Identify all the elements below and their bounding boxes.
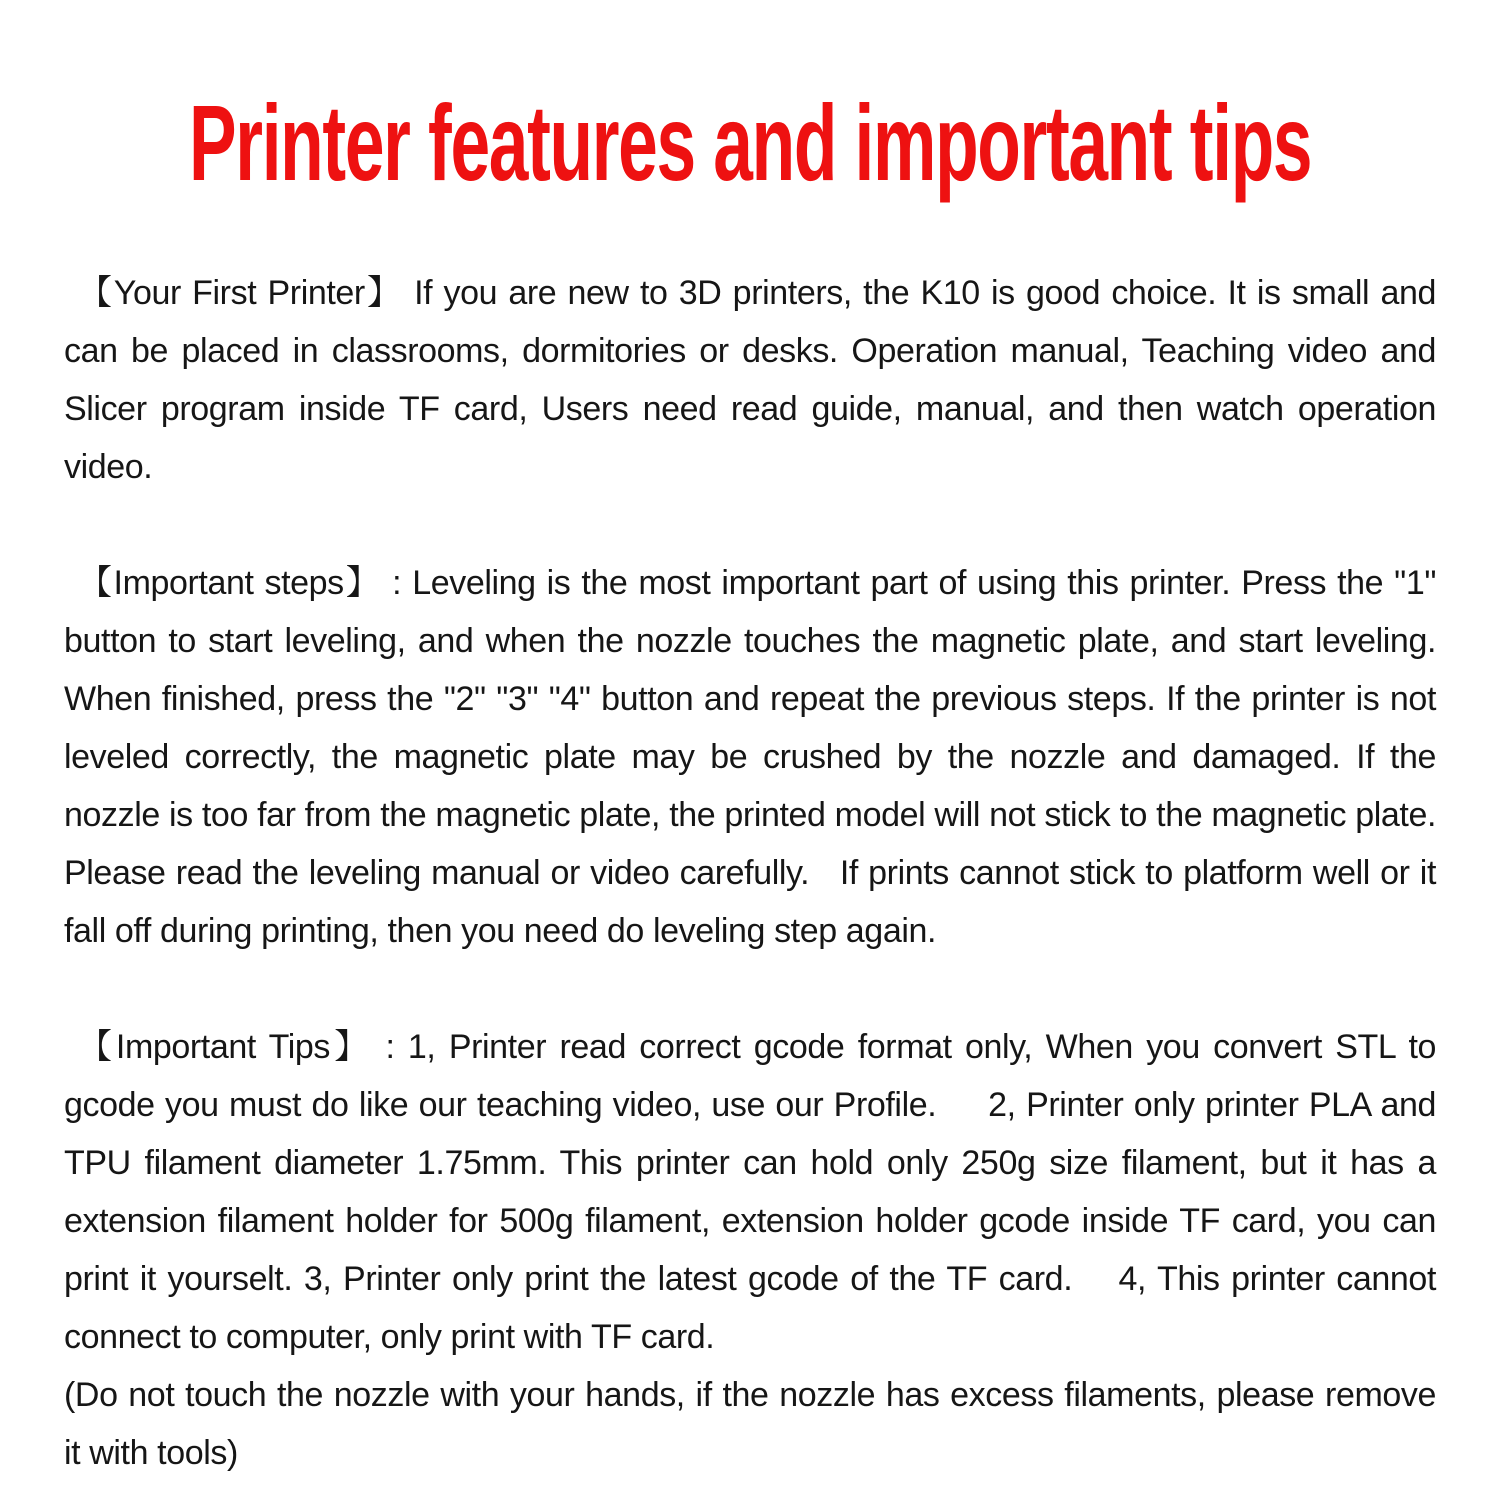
title-row [64,78,1436,208]
paragraph-nozzle-warning: (Do not touch the nozzle with your hands, if the nozzle has excess filaments, please remove it with tools) [64,1375,1446,1472]
paragraph-your-first-printer: 【Your First Printer】 If you are new to 3D printers, the K10 is good choice. It is small and can be placed in classrooms, dormitories or desks. Operation manual, Teaching video and Slicer program inside TF card, Users need read guide, manual, and then watch operation video. [64,273,1446,486]
paragraph-important-steps: 【Important steps】 : Leveling is the most important part of using this printer. Press the "1" button to start leveling, and when the nozzle touches the magnetic plate, and start leveling. When finished, press the "2" "3" "4" button and repeat the previous steps. If the printer is not leveled correctly, the magnetic plate may be crushed by the nozzle and damaged. If the nozzle is too far from the magnetic plate, the printed model will not stick to the magnetic plate. Please read the leveling manual or video carefully. If prints cannot stick to platform well or it fall off during printing, then you need do leveling step again. [64,563,1446,950]
paragraph-important-tips: 【Important Tips】 : 1, Printer read correct gcode format only, When you convert STL to gcode you must do like our teaching video, use our Profile. 2, Printer only printer PLA and TPU filament diameter 1.75mm. This printer can hold only 250g size filament, but it has a extension filament holder for 500g filament, extension holder gcode inside TF card, you can print it yourselt. 3, Printer only print the latest gcode of the TF card. 4, This printer cannot connect to computer, only print with TF card. [64,1027,1446,1356]
page-title: Printer features and important tips [188,82,1312,203]
